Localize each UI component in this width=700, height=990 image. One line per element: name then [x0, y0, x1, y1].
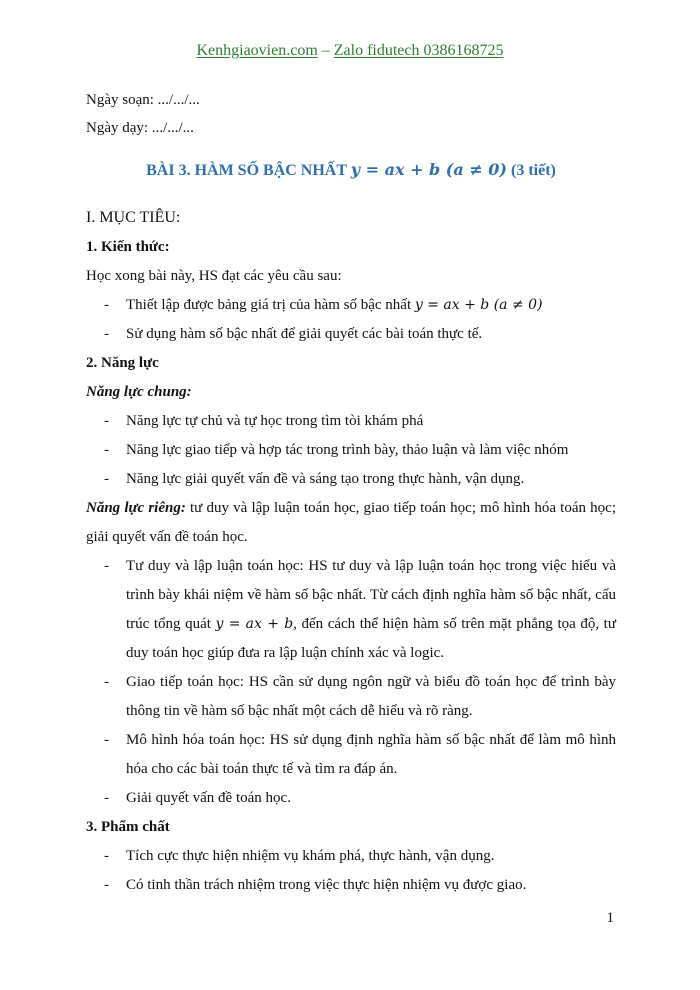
list-item — [86, 407, 616, 436]
page-header — [0, 42, 700, 60]
item-text: Mô hình hóa toán học: HS sử dụng định nghĩa hàm số bậc nhất để làm mô hình hóa cho các bài toán thực tế và tìm ra đáp án. — [126, 732, 616, 777]
list-item — [86, 871, 616, 900]
knowledge-intro: Học xong bài này, HS đạt các yêu cầu sau: — [86, 268, 342, 284]
list-item — [86, 726, 616, 784]
list-item — [86, 436, 616, 465]
title-formula: y = ax + b (a ≠ 0) — [350, 160, 507, 179]
document-body — [86, 86, 616, 900]
item-text: Giải quyết vấn đề toán học. — [126, 790, 291, 806]
general-competency-list — [86, 407, 616, 494]
list-item — [86, 320, 616, 349]
item-text: Tư duy và lập luận toán học: HS tư duy và lập luận toán học trong việc hiểu và trình bày khái niệm về hàm số bậc nhất. Từ cách định nghĩa hàm số bậc nhất, cấu trúc tổng quát — [126, 558, 616, 632]
item-text: Giao tiếp toán học: HS cần sử dụng ngôn ngữ và biểu đồ toán học để trình bày thông tin về hàm số bậc nhất một cách dễ hiểu và rõ ràng. — [126, 674, 616, 719]
item-text: Sử dụng hàm số bậc nhất để giải quyết các bài toán thực tế. — [126, 326, 483, 342]
specific-competency-label: Năng lực riêng: — [86, 500, 186, 516]
item-text: Có tinh thần trách nhiệm trong việc thực hiện nhiệm vụ được giao. — [126, 877, 527, 893]
dash-marker: - — [104, 558, 109, 574]
page-number: 1 — [606, 910, 614, 926]
dash-marker: - — [104, 848, 109, 864]
dash-marker: - — [104, 877, 109, 893]
specific-competency-list — [86, 552, 616, 813]
list-item — [86, 291, 616, 320]
competency-heading: 2. Năng lực — [86, 355, 159, 371]
item-text: Tích cực thực hiện nhiệm vụ khám phá, thực hành, vận dụng. — [126, 848, 495, 864]
section-objectives-heading: I. MỤC TIÊU: — [86, 209, 181, 226]
list-item — [86, 784, 616, 813]
header-separator: – — [321, 42, 330, 59]
knowledge-heading: 1. Kiến thức: — [86, 239, 170, 255]
item-text: Thiết lập được bảng giá trị của hàm số bậc nhất — [126, 297, 415, 313]
dash-marker: - — [104, 674, 109, 690]
lesson-title — [86, 156, 616, 185]
list-item — [86, 465, 616, 494]
item-text: Năng lực giao tiếp và hợp tác trong trình bày, thảo luận và làm việc nhóm — [126, 442, 569, 458]
dash-marker: - — [104, 790, 109, 806]
qualities-heading: 3. Phẩm chất — [86, 819, 170, 835]
title-suffix: (3 tiết) — [507, 162, 556, 179]
title-prefix: BÀI 3. HÀM SỐ BẬC NHẤT — [146, 162, 351, 179]
prepared-date: Ngày soạn: .../.../... — [86, 92, 200, 108]
item-text-after: , đến cách thể hiện hàm số trên mặt phẳng tọa độ, tư duy toán học giúp đưa ra lập luận chính xác và logic. — [126, 616, 616, 661]
taught-date: Ngày dạy: .../.../... — [86, 120, 194, 136]
list-item — [86, 842, 616, 871]
item-formula: y = ax + b (a ≠ 0) — [414, 297, 543, 313]
dash-marker: - — [104, 413, 109, 429]
contact-link[interactable]: Zalo fidutech 0386168725 — [333, 42, 504, 59]
item-text: Năng lực tự chủ và tự học trong tìm tòi khám phá — [126, 413, 424, 429]
qualities-list — [86, 842, 616, 900]
knowledge-list — [86, 291, 616, 349]
dash-marker: - — [104, 297, 109, 313]
specific-competency-text: tư duy và lập luận toán học, giao tiếp toán học; mô hình hóa toán học; giải quyết vấn đề toán học. — [86, 500, 616, 545]
specific-competency-paragraph — [86, 494, 616, 552]
list-item — [86, 668, 616, 726]
dash-marker: - — [104, 326, 109, 342]
item-formula: y = ax + b — [215, 616, 294, 632]
dash-marker: - — [104, 471, 109, 487]
dash-marker: - — [104, 732, 109, 748]
general-competency-heading: Năng lực chung: — [86, 384, 192, 400]
item-text: Năng lực giải quyết vấn đề và sáng tạo trong thực hành, vận dụng. — [126, 471, 525, 487]
site-link[interactable]: Kenhgiaovien.com — [196, 42, 318, 59]
list-item — [86, 552, 616, 668]
dash-marker: - — [104, 442, 109, 458]
